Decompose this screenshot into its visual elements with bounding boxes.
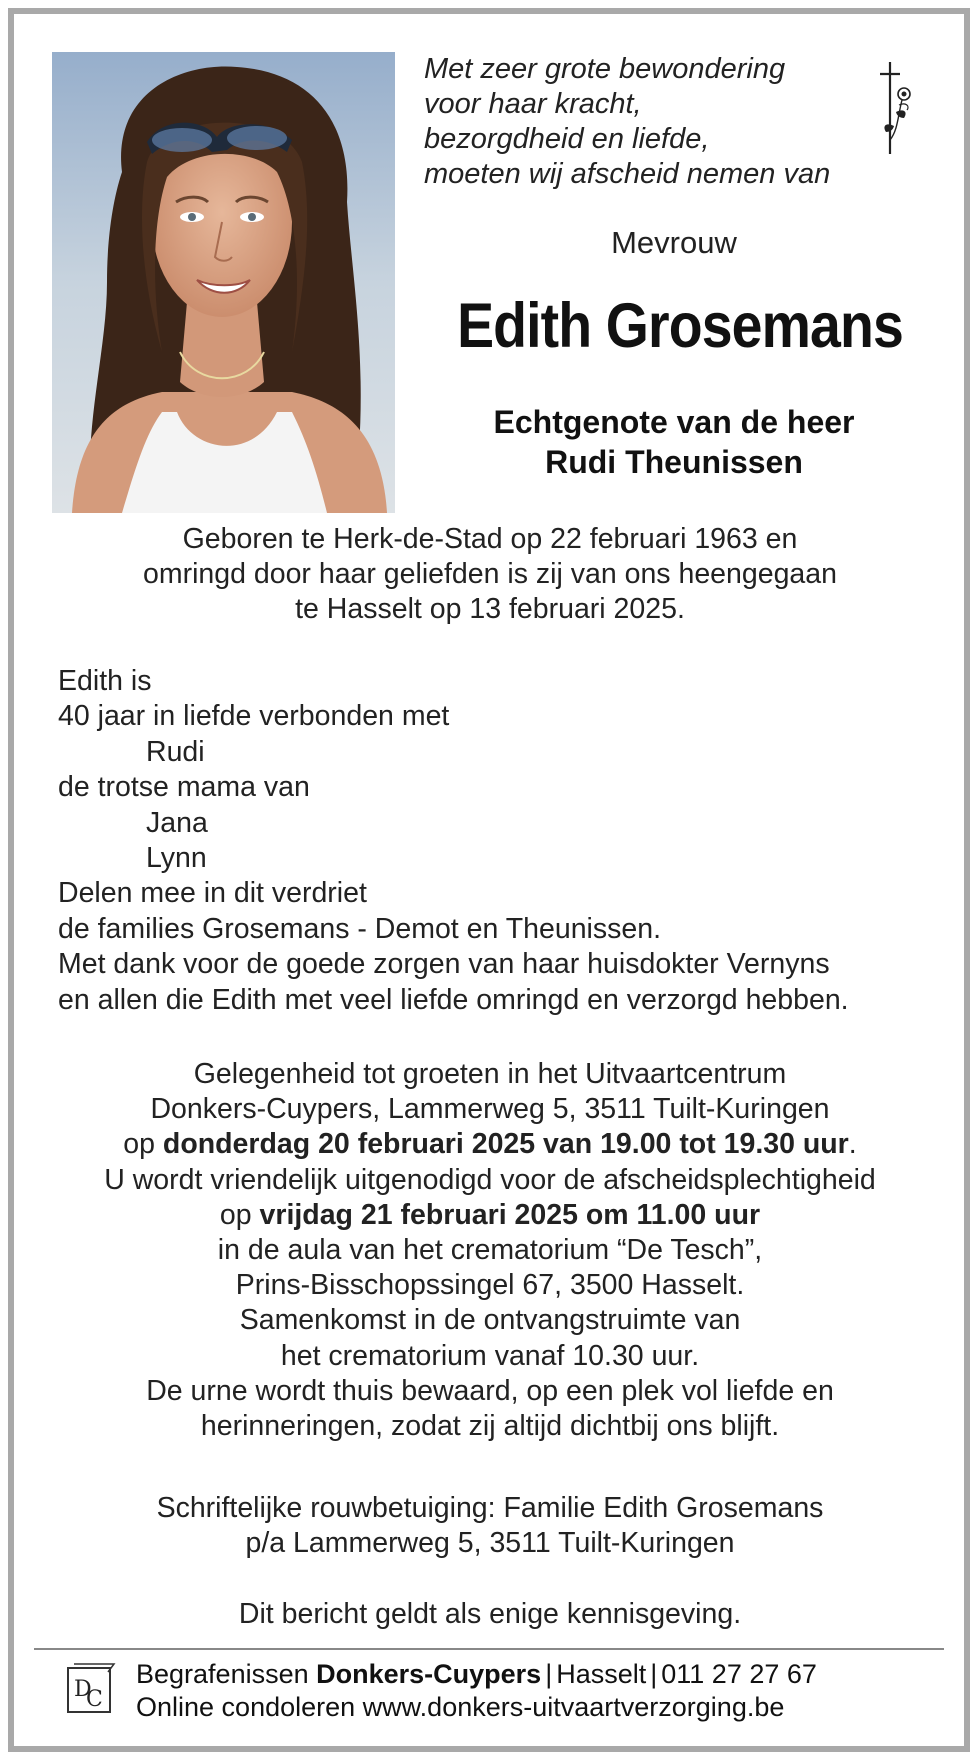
portrait-photo bbox=[52, 52, 395, 513]
family-line: Met dank voor de goede zorgen van haar huisdokter Vernyns bbox=[58, 948, 830, 981]
intro-line: Met zeer grote bewondering bbox=[424, 53, 786, 85]
ceremony-text-suffix: . bbox=[848, 1128, 857, 1161]
family-member: Rudi bbox=[146, 735, 205, 768]
spouse-line: Echtgenote van de heer bbox=[493, 404, 855, 440]
ceremony-line: U wordt vriendelijk uitgenodigd voor de afscheidsplechtigheid bbox=[104, 1163, 876, 1196]
family-text bbox=[58, 664, 938, 1018]
deceased-name: Edith Grosemans bbox=[457, 291, 903, 361]
notice-line: Dit bericht geldt als enige kennisgeving. bbox=[238, 1598, 742, 1630]
funeral-home-name: Donkers-Cuypers bbox=[316, 1659, 542, 1689]
footer-city: Hasselt bbox=[556, 1659, 647, 1689]
condolence-line: p/a Lammerweg 5, 3511 Tuilt-Kuringen bbox=[245, 1527, 735, 1560]
birth-text bbox=[52, 522, 928, 628]
spouse-text bbox=[424, 402, 924, 482]
family-member: Lynn bbox=[146, 842, 207, 875]
footer-online-label: Online condoleren bbox=[136, 1692, 356, 1722]
ceremony-line: Gelegenheid tot groeten in het Uitvaartcentrum bbox=[193, 1058, 787, 1090]
footer-line-2 bbox=[136, 1691, 946, 1724]
family-line: Edith is bbox=[58, 665, 152, 697]
ceremony-line: De urne wordt thuis bewaard, op een plek vol liefde en bbox=[146, 1374, 834, 1407]
funeral-home-footer bbox=[136, 1658, 946, 1724]
ceremony-text bbox=[52, 1057, 928, 1444]
dc-monogram-logo-icon bbox=[64, 1660, 116, 1721]
footer-label: Begrafenissen bbox=[136, 1659, 317, 1689]
ceremony-text-prefix: op bbox=[219, 1198, 260, 1231]
svg-text:D: D bbox=[74, 1677, 92, 1702]
footer-divider bbox=[34, 1648, 944, 1650]
ceremony-line: in de aula van het crematorium “De Tesch”, bbox=[217, 1234, 763, 1267]
footer-website-link[interactable]: www.donkers-uitvaartverzorging.be bbox=[362, 1692, 785, 1722]
family-line: 40 jaar in liefde verbonden met bbox=[58, 700, 450, 733]
birth-line: Geboren te Herk-de-Stad op 22 februari 1963 en bbox=[182, 523, 798, 555]
ceremony-line bbox=[52, 1198, 928, 1233]
ceremony-line: Donkers-Cuypers, Lammerweg 5, 3511 Tuilt-Kuringen bbox=[150, 1093, 830, 1126]
spouse-line: Rudi Theunissen bbox=[545, 444, 803, 480]
footer-phone[interactable]: 011 27 27 67 bbox=[661, 1659, 817, 1689]
family-line: de families Grosemans - Demot en Theunissen. bbox=[58, 912, 661, 945]
ceremony-line bbox=[52, 1127, 928, 1162]
svg-text:C: C bbox=[86, 1687, 103, 1712]
greeting-datetime: donderdag 20 februari 2025 van 19.00 tot 19.30 uur bbox=[162, 1128, 849, 1161]
footer-separator: | bbox=[545, 1659, 553, 1689]
salutation: Mevrouw bbox=[611, 225, 737, 260]
ceremony-line: Samenkomst in de ontvangstruimte van bbox=[239, 1304, 741, 1337]
condolence-line: Schriftelijke rouwbetuiging: Familie Edith Grosemans bbox=[156, 1492, 824, 1524]
family-line: de trotse mama van bbox=[58, 771, 310, 804]
cross-with-rose-icon bbox=[872, 60, 916, 161]
ceremony-text-prefix: op bbox=[123, 1128, 163, 1161]
ceremony-datetime: vrijdag 21 februari 2025 om 11.00 uur bbox=[259, 1198, 761, 1231]
footer-separator: | bbox=[650, 1659, 658, 1689]
birth-line: omringd door haar geliefden is zij van ons heengegaan bbox=[143, 558, 837, 591]
intro-line: voor haar kracht, bbox=[424, 88, 642, 120]
family-member: Jana bbox=[146, 806, 208, 839]
intro-line: bezorgdheid en liefde, bbox=[424, 123, 710, 155]
footer-line-1 bbox=[136, 1658, 946, 1691]
family-line: en allen die Edith met veel liefde omringd en verzorgd hebben. bbox=[58, 983, 849, 1016]
ceremony-line: Prins-Bisschopssingel 67, 3500 Hasselt. bbox=[235, 1269, 745, 1302]
ceremony-line: het crematorium vanaf 10.30 uur. bbox=[280, 1339, 700, 1372]
ceremony-line: herinneringen, zodat zij altijd dichtbij ons blijft. bbox=[200, 1410, 780, 1443]
intro-text bbox=[424, 52, 864, 192]
family-line: Delen mee in dit verdriet bbox=[58, 877, 367, 910]
intro-line: moeten wij afscheid nemen van bbox=[424, 158, 831, 190]
condolence-text bbox=[52, 1491, 928, 1561]
birth-line: te Hasselt op 13 februari 2025. bbox=[295, 593, 685, 626]
